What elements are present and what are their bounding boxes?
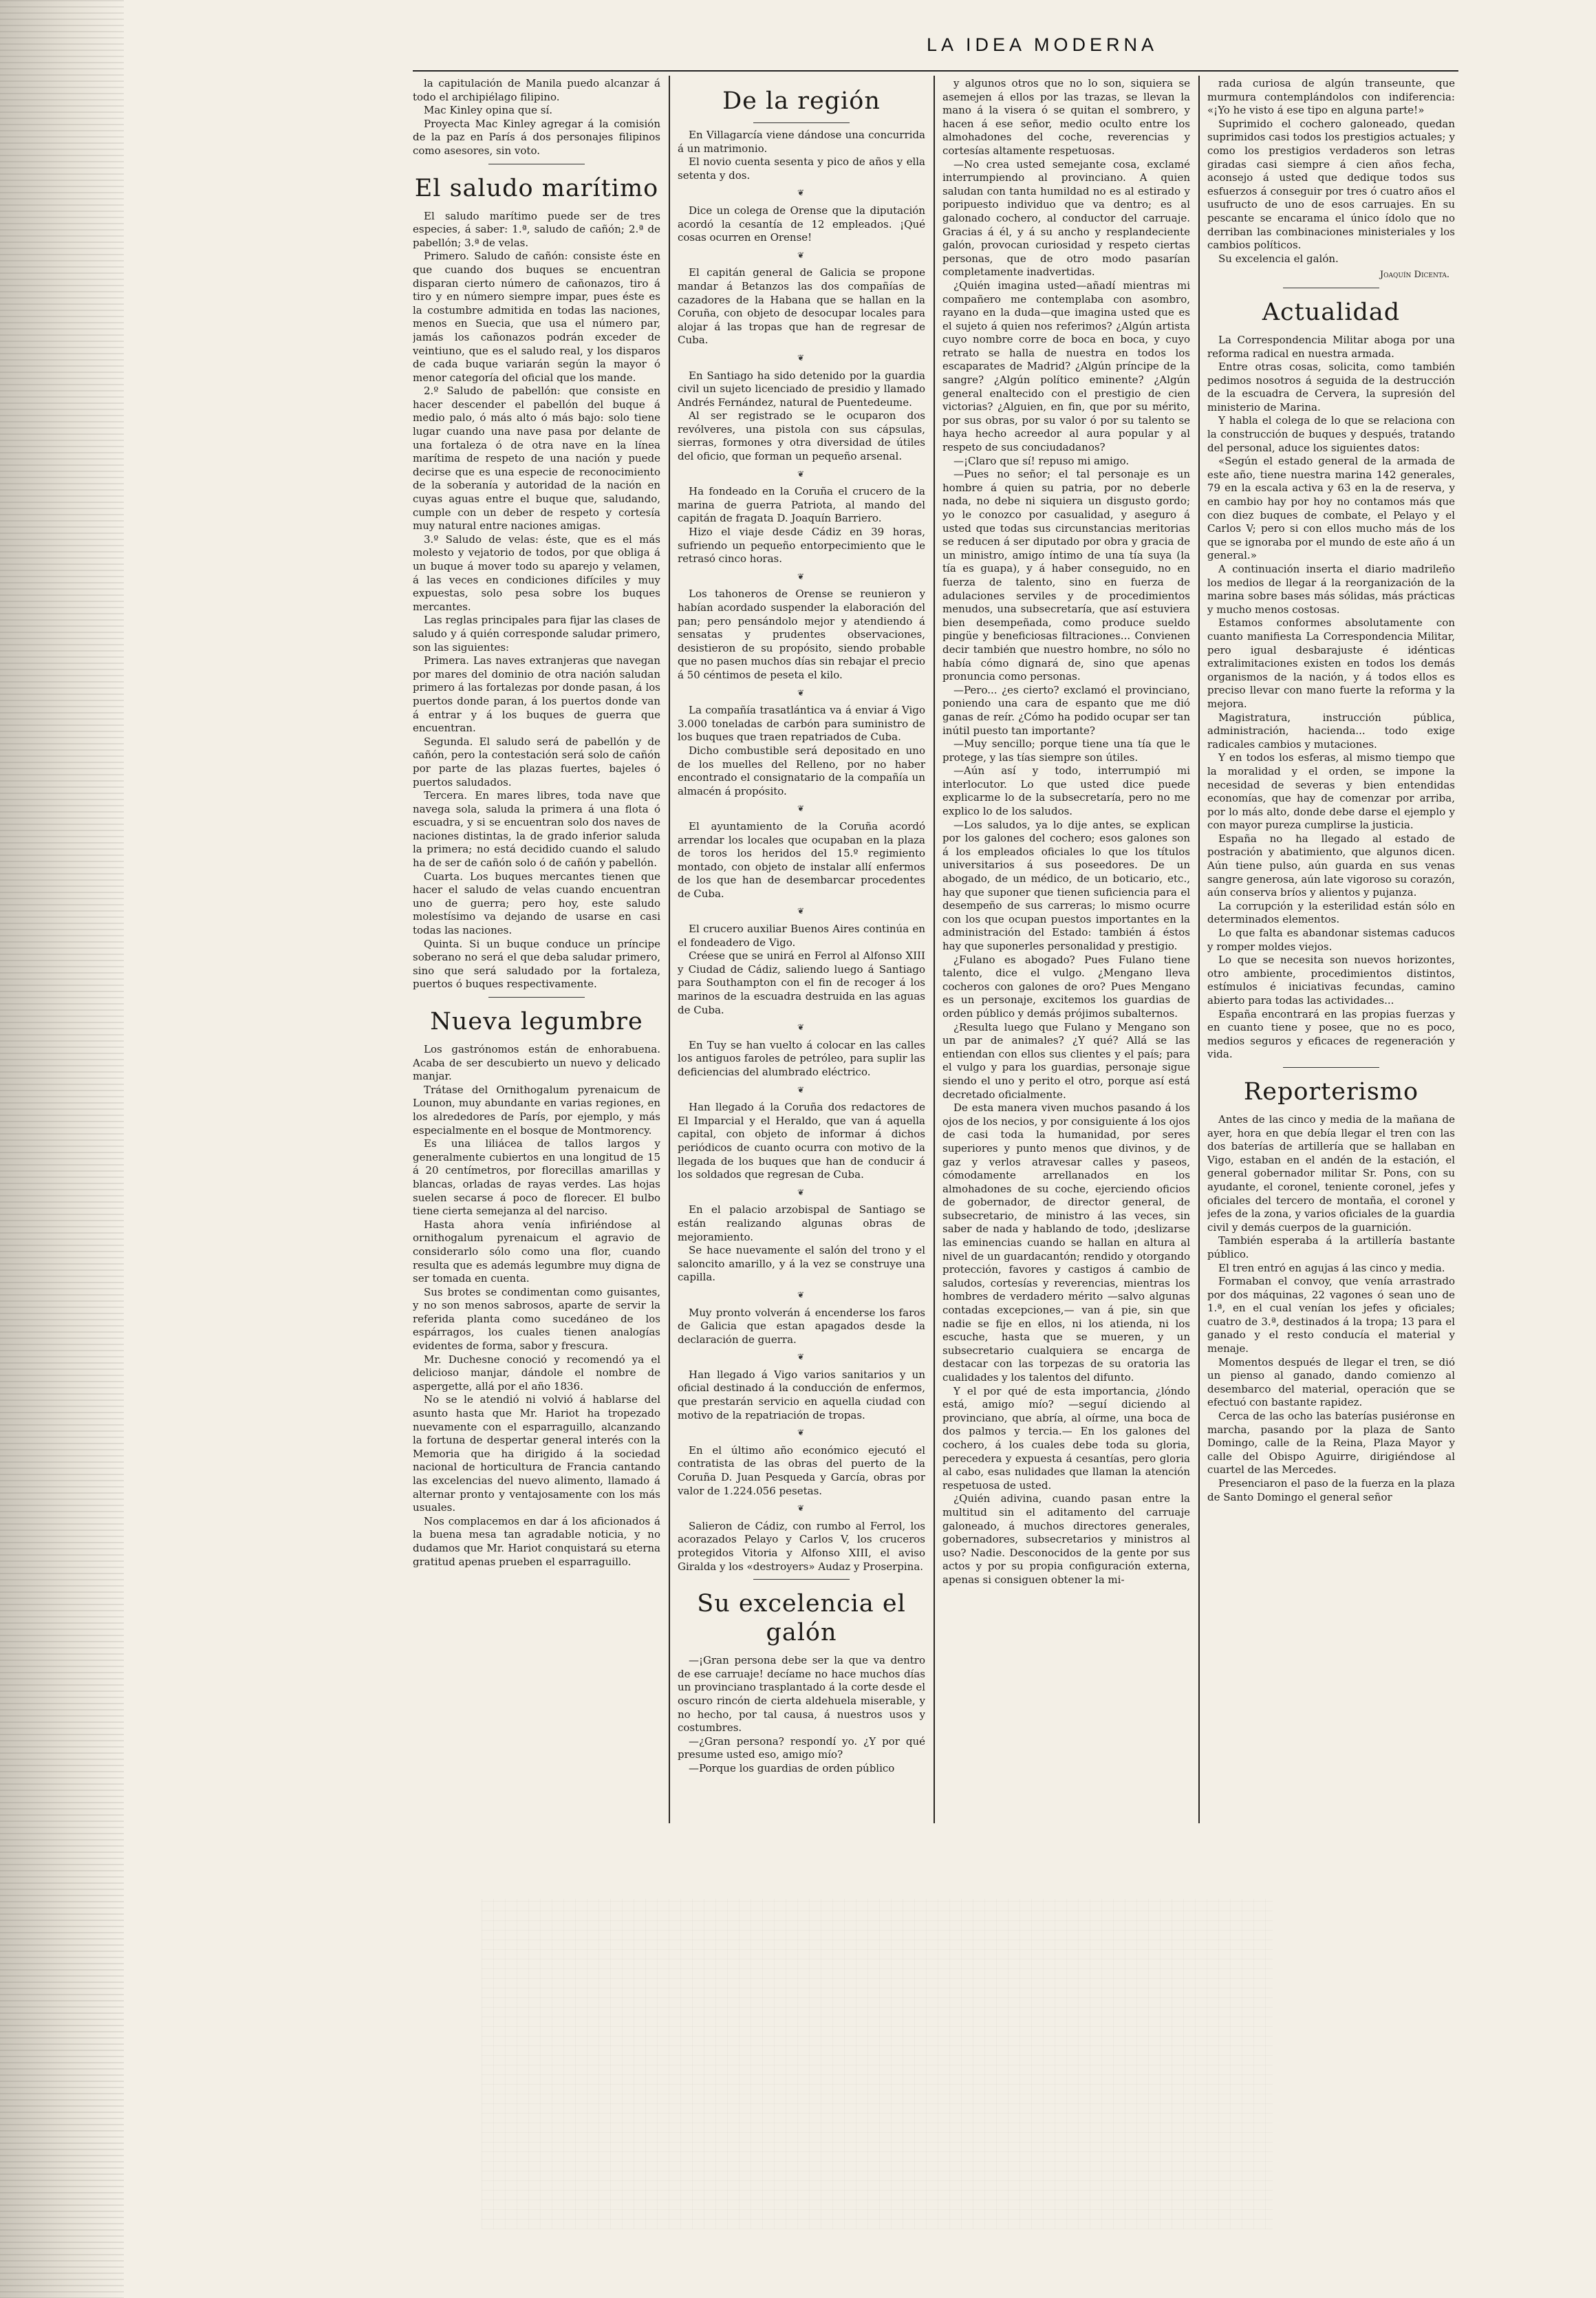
ornament-icon: ❦ bbox=[797, 352, 806, 363]
paragraph: Nos complacemos en dar á los aficionados á la buena mesa tan agradable noticia, y no dudamos que Mr. Hariot conquistará su eterna gratitud apenas prueben el esparraguillo. bbox=[413, 1514, 660, 1568]
headline-saludo-maritimo: El saludo marítimo bbox=[414, 174, 659, 202]
section-rule bbox=[753, 1579, 850, 1580]
paragraph: Sus brotes se condimentan como guisantes, y no son menos sabrosos, aparte de servir la referida planta como sucedáneo de los espárragos, los cuales tienen analogías evidentes de forma, sabor y frescura. bbox=[413, 1285, 660, 1353]
paragraph: Hizo el viaje desde Cádiz en 39 horas, sufriendo un pequeño entorpecimiento que le retrasó cinco horas. bbox=[678, 526, 925, 566]
paragraph: Es una liliácea de tallos largos y generalmente cubiertos en una longitud de 15 á 20 centímetros, por florecillas amarillas y blancas, orladas de rayas verdes. Las hojas suelen secarse á poco de florecer. El bulbo tiene cierta semejanza al del narciso. bbox=[413, 1137, 660, 1218]
paragraph: Lo que se necesita son nuevos horizontes, otro ambiente, procedimientos distintos, estímulos é iniciativas fecundas, camino abierto para todas las actividades... bbox=[1207, 954, 1455, 1007]
column-divider bbox=[669, 76, 670, 1823]
paragraph: ¿Fulano es abogado? Pues Fulano tiene talento, dice el vulgo. ¿Mengano lleva cocheros con galones de oro? Pues Mengano es un personaje, excitemos los guardias de orden público y demás prójimos subalternos. bbox=[942, 953, 1190, 1020]
section-rule bbox=[488, 997, 585, 998]
column-1 bbox=[413, 77, 660, 1821]
paragraph: rada curiosa de algún transeunte, que murmura contemplándolos con indiferencia: «¡Yo he visto á ese tipo en alguna parte!» bbox=[1207, 77, 1455, 117]
paragraph: Primera. Las naves extranjeras que navegan por mares del dominio de otra nación saludan primero á las fortalezas por donde pasan, á los puertos donde paran, á los puertos donde van á entrar y á los buques de guerra que encuentran. bbox=[413, 654, 660, 735]
paragraph: Han llegado á Vigo varios sanitarios y un oficial destinado á la conducción de enfermos, que prestarán servicio en aquella ciudad con motivo de la repatriación de tropas. bbox=[678, 1368, 925, 1421]
headline-reporterismo: Reporterismo bbox=[1243, 1077, 1419, 1106]
newspaper-masthead: LA IDEA MODERNA bbox=[926, 34, 1158, 55]
paragraph: Mac Kinley opina que sí. bbox=[424, 104, 553, 117]
paragraph: Entre otras cosas, solicita, como también pedimos nosotros á seguida de la destrucción de la escuadra de Cervera, la supresión del ministerio de Marina. bbox=[1207, 361, 1455, 414]
ornament-icon: ❦ bbox=[797, 1289, 806, 1300]
paragraph: Mr. Duchesne conoció y recomendó ya el delicioso manjar, dándole el nombre de aspergette, allá por el año 1836. bbox=[413, 1353, 660, 1393]
ornament-icon: ❦ bbox=[797, 250, 806, 260]
paragraph: En el palacio arzobispal de Santiago se están realizando algunas obras de mejoramiento. bbox=[678, 1203, 925, 1243]
paragraph: Salieron de Cádiz, con rumbo al Ferrol, los acorazados Pelayo y Carlos V, los cruceros protegidos Vitoria y Alfonso XIII, el aviso Giralda y los «destroyers» Audaz y Proserpina. bbox=[678, 1519, 925, 1573]
paragraph: Han llegado á la Coruña dos redactores de El Imparcial y el Heraldo, que van á aquella capital, con objeto de informar á dichos periódicos de cuanto ocurra con motivo de la llegada de los buques que han de conducir á los soldados que regresan de Cuba. bbox=[678, 1101, 925, 1181]
paragraph: —Pero... ¿es cierto? exclamó el provinciano, poniendo una cara de espanto que me dió ganas de reír. ¿Cómo ha podido ocupar ser tan inútil puesto tan importante? bbox=[942, 683, 1190, 737]
article-nueva-legumbre bbox=[413, 1043, 660, 1569]
paragraph: Ha fondeado en la Coruña el crucero de la marina de guerra Patriota, al mando del capitán de fragata D. Joaquín Barriero. bbox=[678, 485, 925, 525]
headline-su-excelencia-el-galon: Su excelencia el galón bbox=[697, 1590, 906, 1647]
paragraph: Créese que se unirá en Ferrol al Alfonso XIII y Ciudad de Cádiz, saliendo luego á Santiago para Southampton con el fin de recoger á los marinos de la escuadra destruida en las aguas de Cuba. bbox=[678, 949, 925, 1016]
paragraph: Y habla el colega de lo que se relaciona con la construcción de buques y después, tratando del personal, aduce los siguientes datos: bbox=[1207, 414, 1455, 454]
paragraph: Hasta ahora venía infiriéndose al ornithogalum pyrenaicum el agravio de considerarlo sólo como una flor, cuando resulta que es además legumbre muy digna de ser tomada en cuenta. bbox=[413, 1218, 660, 1285]
paragraph: Magistratura, instrucción pública, administración, hacienda... todo exige radicales cambios y mutaciones. bbox=[1207, 711, 1455, 751]
paragraph: Trátase del Ornithogalum pyrenaicum de Lounon, muy abundante en varias regiones, en los alrededores de París, por ejemplo, y más especialmente en el bosque de Montmorency. bbox=[413, 1083, 660, 1137]
paragraph: En Tuy se han vuelto á colocar en las calles los antiguos faroles de petróleo, para suplir las deficiencias del alumbrado eléctrico. bbox=[678, 1038, 925, 1078]
ornament-icon: ❦ bbox=[797, 1084, 806, 1095]
paragraph: Suprimido el cochero galoneado, quedan suprimidos casi todos los prestigios actuales; y como los prestigios verdaderos son letras giradas casi siempre á cien años fecha, aconsejo á usted que dedique todos sus esfuerzos á conseguir por tres ó cuatro años el usufructo de uno de esos carruajes. En su pescante se encarama el único ídolo que no derriban las combinaciones ministeriales y los cambios políticos. bbox=[1207, 117, 1455, 252]
paragraph: La compañía trasatlántica va á enviar á Vigo 3.000 toneladas de carbón para suministro de los buques que traen repatriados de Cuba. bbox=[678, 704, 925, 744]
paragraph: —Pues no señor; el tal personaje es un hombre á quien su patria, por no deberle nada, no debe ni siquiera un disgusto gordo; yo le conozco por casualidad, y aseguro á usted que todas sus circunstancias meritorias se reducen á ser diputado por obra y gracia de un ministro, amigo íntimo de una tía suya (la tía es guapa), y á haber conseguido, no en fuerza de talento, sino en fuerza de adulaciones serviles y de procedimientos menudos, una subsecretaría, que así estuviera bien desempeñada, como produce sueldo pingüe y beneficiosas filtraciones... Convienen decir también que nuestro hombre, no sólo no había cómo dignará de, sino que apenas pronuncia como personas. bbox=[942, 468, 1190, 683]
paragraph: La corrupción y la esterilidad están sólo en determinados elementos. bbox=[1207, 899, 1455, 926]
paragraph: 2.º Saludo de pabellón: que consiste en hacer descender el pabellón del buque á medio palo, ó más alto ó más bajo: solo tiene lugar cuando una nave pasa por delante de una fortaleza ó de otra nave en la línea marítima de respeto de una nación y puede decirse que es una especie de reconocimiento de la soberanía y autoridad de la nación en cuyas aguas entre el buque que, saludando, cumple con un deber de respeto y cortesía muy natural entre naciones amigas. bbox=[413, 385, 660, 533]
scanned-page-edge bbox=[0, 0, 124, 2298]
paragraph: Los tahoneros de Orense se reunieron y habían acordado suspender la elaboración del pan; pero pensándolo mejor y atendiendo á sensatas y prudentes observaciones, desistieron de su propósito, siendo probable que no pasen muchos días sin rebajar el precio á 50 céntimos de peseta el kilo. bbox=[678, 588, 925, 681]
paragraph: Su excelencia el galón. bbox=[1218, 252, 1339, 265]
paragraph: En el último año económico ejecutó el contratista de las obras del puerto de la Coruña D. Juan Pesqueda y García, obras por valor de 1.224.056 pesetas. bbox=[678, 1443, 925, 1497]
paragraph: El ayuntamiento de la Coruña acordó arrendar los locales que ocupaban en la plaza de toros los heridos del 15.º regimiento montado, con objeto de instalar allí enfermos de los que han de desembarcar procedentes de Cuba. bbox=[678, 819, 925, 900]
paragraph: —Muy sencillo; porque tiene una tía que le protege, y las tías siempre son útiles. bbox=[942, 738, 1190, 764]
paragraph: ¿Quién imagina usted—añadí mientras mi compañero me contemplaba con asombro, rayano en la duda—que imagina usted que es el sujeto á quien nos referimos? ¿Algún artista cuyo nombre corre de boca en boca, y cuyo retrato se halla de nuestra en todos los escaparates de Madrid? ¿Algún príncipe de la sangre? ¿Algún político eminente? ¿Algún general enaltecido con el prestigio de cien victorias? ¿Alguien, en fin, que por su mérito, por sus obras, por su valor ó por su talento se haya hecho acreedor al aura popular y al respeto de sus conciudadanos? bbox=[942, 279, 1190, 454]
ornament-icon: ❦ bbox=[797, 687, 806, 698]
column-2 bbox=[678, 77, 925, 1821]
paragraph: El saludo marítimo puede ser de tres especies, á saber: 1.ª, saludo de cañón; 2.ª de pabellón; 3.ª de velas. bbox=[413, 209, 660, 249]
paragraph: la capitulación de Manila puedo alcanzar á todo el archipiélago filipino. bbox=[413, 77, 660, 103]
paragraph: El crucero auxiliar Buenos Aires continúa en el fondeadero de Vigo. bbox=[678, 923, 925, 949]
paragraph: En Santiago ha sido detenido por la guardia civil un sujeto licenciado de presidio y llamado Andrés Fernández, natural de Puentedeume. bbox=[678, 369, 925, 409]
paragraph: y algunos otros que no lo son, siquiera se asemejen á ellos por las trazas, se llevan la mano á la visera ó se quitan el sombrero, y hacen á ese señor, medio oculto entre los almohadones del coche, reverencias y cortesías altamente respetuosas. bbox=[942, 77, 1190, 157]
paragraph: 3.º Saludo de velas: éste, que es el más molesto y vejatorio de todos, por que obliga á un buque á mover todo su aparejo y velamen, á las veces en condiciones difíciles y muy expuestas, solo pesa sobre los buques mercantes. bbox=[413, 533, 660, 613]
paragraph: —¿Gran persona? respondí yo. ¿Y por qué presume usted eso, amigo mío? bbox=[678, 1735, 925, 1761]
paragraph: El tren entró en agujas á las cinco y media. bbox=[1218, 1261, 1445, 1274]
section-rule bbox=[1283, 1067, 1379, 1068]
article-saludo-maritimo bbox=[413, 210, 660, 991]
paragraph: Los gastrónomos están de enhorabuena. Acaba de ser descubierto un nuevo y delicado manjar. bbox=[413, 1043, 660, 1083]
headline-actualidad: Actualidad bbox=[1262, 298, 1401, 326]
paragraph: Antes de las cinco y media de la mañana de ayer, hora en que debía llegar el tren con las dos baterías de artillería que se hallaban en Vigo, estaban en el andén de la estación, el general gobernador militar Sr. Pons, con su ayudante, el coronel, teniente coronel, jefes y oficiales del tercero de montaña, el coronel y jefes de la zona, y varios oficiales de la guardia civil y demás cuerpos de la guarnición. bbox=[1207, 1113, 1455, 1234]
paragraph: ¿Resulta luego que Fulano y Mengano son un par de animales? ¿Y qué? Allá se las entiendan con ellos sus clientes y el país; para el vulgo y para los guardias, personaje sigue siendo el uno y perito el otro, porque así está decretado oficialmente. bbox=[942, 1020, 1190, 1101]
paragraph: —Los saludos, ya lo dije antes, se explican por los galones del cochero; esos galones son á los empleados oficiales lo que los títulos universitarios á sus poseedores. De un abogado, de un médico, de un boticario, etc., hay que suponer que tienen suficiencia para el desempeño de sus carreras; lo mismo ocurre con los que ocupan puestos importantes en la administración del Estado: también á éstos hay que suponerles personalidad y prestigio. bbox=[942, 818, 1190, 952]
paragraph: España no ha llegado al estado de postración y abatimiento, que algunos dicen. Aún tiene pulso, aún guarda en sus venas sangre generosa, aún late vigoroso su corazón, aún conserva bríos y alientos y pujanza. bbox=[1207, 832, 1455, 899]
paragraph: La Correspondencia Militar aboga por una reforma radical en nuestra armada. bbox=[1207, 333, 1455, 360]
paragraph: El novio cuenta sesenta y pico de años y ella setenta y dos. bbox=[678, 155, 925, 182]
paragraph: Cuarta. Los buques mercantes tienen que hacer el saludo de velas cuando encuentran uno de guerra; pero hoy, este saludo molestísimo va dejando de usarse en casi todas las naciones. bbox=[413, 870, 660, 937]
paragraph: —No crea usted semejante cosa, exclamé interrumpiendo al provinciano. A quien saludan con tanta humildad no es al estirado y poripuesto individuo que va dentro; es al galonado cochero, al conductor del carruaje. Gracias á él, y á su ancho y resplandeciente galón, provocan curiosidad y respeto ciertas personas, que de otro modo pasarían completamente inadvertidas. bbox=[942, 158, 1190, 279]
paragraph: Y el por qué de esta importancia, ¿lóndo está, amigo mío? —seguí diciendo al provinciano, que abría, al oírme, una boca de dos palmos y tercia.— En los galones del cochero, á los cuales debe toda su gloria, perecedera y expuesta á cesantías, pero gloria al cabo, esas nulidades que llaman la atención respetuosa de usted. bbox=[942, 1384, 1190, 1492]
paragraph: Quinta. Si un buque conduce un príncipe soberano no será el que deba saludar primero, sino que será saludado por la fortaleza, puertos ó buques respectivamente. bbox=[413, 937, 660, 991]
paragraph: Estamos conformes absolutamente con cuanto manifiesta La Correspondencia Militar, pero igual desbarajuste é idénticas extralimitaciones existen en todos los demás organismos de la nación, y á todos ellos es preciso llevar con mano fuerte la reforma y la mejora. bbox=[1207, 616, 1455, 710]
newspaper-page bbox=[413, 70, 1458, 1826]
paragraph: De esta manera viven muchos pasando á los ojos de los necios, y por consiguiente á los ojos de casi toda la humanidad, por seres superiores y punto menos que divinos, y de gaz y verlos atravesar calles y paseos, cómodamente arrellanados en los almohadones de su coche, ejerciendo oficios de gobernador, de director general, de subsecretario, de ministro á las veces, sin saber de nada y hablando de todo, ¡deslizarse las eminencias cuando se hallan en altura al nivel de un guardacantón; rendido y otorgando protección, favores y castigos á cambio de saludos, cortesías y reverencias, mientras los hombres de verdadero mérito —salvo algunas contadas excepciones,— van á pie, sin que nadie se fije en ellos, ni los atienda, ni los escuche, hasta que se mueren, y un subsecretario cualquiera se encarga de destacar con las torpezas de su oratoria las cualidades y los talentos del difunto. bbox=[942, 1102, 1190, 1384]
column-divider bbox=[934, 76, 935, 1823]
ornament-icon: ❦ bbox=[797, 804, 806, 814]
paragraph: Las reglas principales para fijar las clases de saludo y á quién corresponde saludar primero, son las siguientes: bbox=[413, 614, 660, 654]
paragraph: Dicho combustible será depositado en uno de los muelles del Relleno, por no haber encontrado el consignatario de la compañía un almacén á propósito. bbox=[678, 744, 925, 797]
paragraph: Primero. Saludo de cañón: consiste éste en que cuando dos buques se encuentran disparan cierto número de cañonazos, tiro á tiro y en número siempre impar, pues éste es la costumbre admitida en todas las naciones, menos en Suecia, que usa el número par, jamás los cañonazos podrán exceder de veintiuno, que es el saludo real, y los disparos de cada buque variarán según la mayor ó menor categoría del oficial que los mande. bbox=[413, 250, 660, 384]
paragraph: No se le atendió ni volvió á hablarse del asunto hasta que Mr. Hariot ha tropezado nuevamente con el esparraguillo, alcanzando la fortuna de despertar general interés con la Memoria que ha dirigido á la sociedad nacional de horticultura de Francia cantando las excelencias del nuevo alimento, llamado á alternar pronto y ventajosamente con los más usuales. bbox=[413, 1393, 660, 1514]
paragraph: A continuación inserta el diario madrileño los medios de llegar á la reorganización de la marina sobre bases más sólidas, más prácticas y mucho menos costosas. bbox=[1207, 563, 1455, 616]
paragraph: Momentos después de llegar el tren, se dió un pienso al ganado, dando comienzo al desembarco del material, operación que se efectuó con bastante rapidez. bbox=[1207, 1355, 1455, 1409]
ornament-icon: ❦ bbox=[797, 1022, 806, 1033]
paragraph: En Villagarcía viene dándose una concurrida á un matrimonio. bbox=[678, 129, 925, 155]
section-rule bbox=[753, 122, 850, 123]
paragraph: «Según el estado general de la armada de este año, tiene nuestra marina 142 generales, 79 en la escala activa y 63 en la de reserva, y en cambio hay por hoy no contamos más que con diez buques de combate, el Pelayo y el Carlos V; pero si con ellos mucho más de los que se ignoraba por el mundo de este año á un general.» bbox=[1207, 455, 1455, 562]
paragraph: Proyecta Mac Kinley agregar á la comisión de la paz en París á dos personajes filipinos como asesores, sin voto. bbox=[413, 117, 660, 157]
paragraph: —¡Claro que sí! repuso mi amigo. bbox=[953, 454, 1130, 467]
article-su-excelencia-el-galon-cont bbox=[942, 77, 1190, 1587]
headline-de-la-region: De la región bbox=[722, 87, 881, 115]
paragraph: Al ser registrado se le ocuparon dos revólveres, una pistola con sus cápsulas, sierras, formones y otra diversidad de útiles del oficio, que forman un pequeño arsenal. bbox=[678, 409, 925, 463]
paragraph: España encontrará en las propias fuerzas y en cuanto tiene y posee, que no es poco, medios seguros y eficaces de regeneración y vida. bbox=[1207, 1007, 1455, 1061]
paragraph: Cerca de las ocho las baterías pusiéronse en marcha, pasando por la plaza de Santo Domingo, calle de la Reina, Plaza Mayor y calle del Obispo Aguirre, dirigiéndose al cuartel de las Mercedes. bbox=[1207, 1410, 1455, 1476]
ornament-icon: ❦ bbox=[797, 188, 806, 198]
paragraph: ¿Quién adivina, cuando pasan entre la multitud sin el aditamento del carruaje galoneado, á muchos directores generales, gobernadores, subsecretarios y ministros al uso? Nadie. Desconocidos de la gente por sus actos y por su propia configuración externa, apenas si consiguen obtener la mi- bbox=[942, 1492, 1190, 1586]
article-continuation bbox=[413, 77, 660, 158]
ornament-icon: ❦ bbox=[797, 906, 806, 916]
author-signature: Joaquín Dicenta. bbox=[1379, 270, 1449, 281]
paragraph: Formaban el convoy, que venía arrastrado por dos máquinas, 22 vagones ó sean uno de 1.ª, en el cual venían los jefes y oficiales; cuatro de 3.ª, destinados á la tropa; 13 para el ganado y el resto conducía el material y menaje. bbox=[1207, 1275, 1455, 1355]
headline-nueva-legumbre: Nueva legumbre bbox=[430, 1008, 643, 1035]
article-su-excelencia-el-galon-end bbox=[1207, 77, 1455, 282]
article-actualidad bbox=[1207, 334, 1455, 1062]
paragraph: Se hace nuevamente el salón del trono y el saloncito amarillo, y á la vez se construye una capilla. bbox=[678, 1244, 925, 1284]
article-su-excelencia-el-galon bbox=[678, 1654, 925, 1775]
paragraph: El capitán general de Galicia se propone mandar á Betanzos las dos compañías de cazadores de la Habana que se hallan en la Coruña, con objeto de desocupar locales para alojar á las tropas que han de regresar de Cuba. bbox=[678, 266, 925, 347]
ornament-icon: ❦ bbox=[797, 1352, 806, 1362]
paragraph: —¡Gran persona debe ser la que va dentro de ese carruaje! decíame no hace muchos días un provinciano trasplantado á la corte desde el oscuro rincón de cierta aldehuela miserable, y no hecho, por tal causa, á nuestros usos y costumbres. bbox=[678, 1654, 925, 1735]
article-de-la-region bbox=[678, 129, 925, 1574]
paragraph: También esperaba á la artillería bastante público. bbox=[1207, 1234, 1455, 1260]
paragraph: —Porque los guardias de orden público bbox=[689, 1761, 895, 1774]
column-3 bbox=[942, 77, 1190, 1821]
ornament-icon: ❦ bbox=[797, 469, 806, 479]
paragraph: Segunda. El saludo será de pabellón y de cañón, pero la contestación será solo de cañón por parte de las plazas fuertes, bajeles ó puertos saludados. bbox=[413, 735, 660, 788]
paragraph: —Aún así y todo, interrumpió mi interlocutor. Lo que usted dice puede explicarme lo de la subsecretaría, pero no me explico lo de los saludos. bbox=[942, 764, 1190, 818]
ornament-icon: ❦ bbox=[797, 1503, 806, 1514]
paragraph: Muy pronto volverán á encenderse los faros de Galicia que estan apagados desde la declaración de guerra. bbox=[678, 1306, 925, 1346]
ornament-icon: ❦ bbox=[797, 1187, 806, 1197]
article-reporterismo bbox=[1207, 1113, 1455, 1504]
paragraph: Lo que falta es abandonar sistemas caducos y romper moldes viejos. bbox=[1207, 927, 1455, 953]
column-4 bbox=[1207, 77, 1455, 1821]
ornament-icon: ❦ bbox=[797, 571, 806, 581]
paragraph: Y en todos los esferas, al mismo tiempo que la moralidad y el orden, se impone la necesidad de severas y bien entendidas economías, que hay de comenzar por arriba, por lo más alto, donde debe darse el ejemplo y con mayor pureza cumplirse la justicia. bbox=[1207, 751, 1455, 832]
paragraph: Dice un colega de Orense que la diputación acordó la cesantía de 12 empleados. ¡Qué cosas ocurren en Orense! bbox=[678, 204, 925, 244]
ornament-icon: ❦ bbox=[797, 1428, 806, 1438]
column-divider bbox=[1198, 76, 1200, 1823]
paragraph: Tercera. En mares libres, toda nave que navega sola, saluda la primera á una flota ó escuadra, y si se encuentran solo dos naves de naciones distintas, la de grado inferior saluda la primera; no está decidido cuando el saludo ha de ser de cañón solo ó de cañón y pabellón. bbox=[413, 789, 660, 870]
blank-page-area bbox=[482, 1899, 1273, 2229]
paragraph: Presenciaron el paso de la fuerza en la plaza de Santo Domingo el general señor bbox=[1207, 1477, 1455, 1503]
